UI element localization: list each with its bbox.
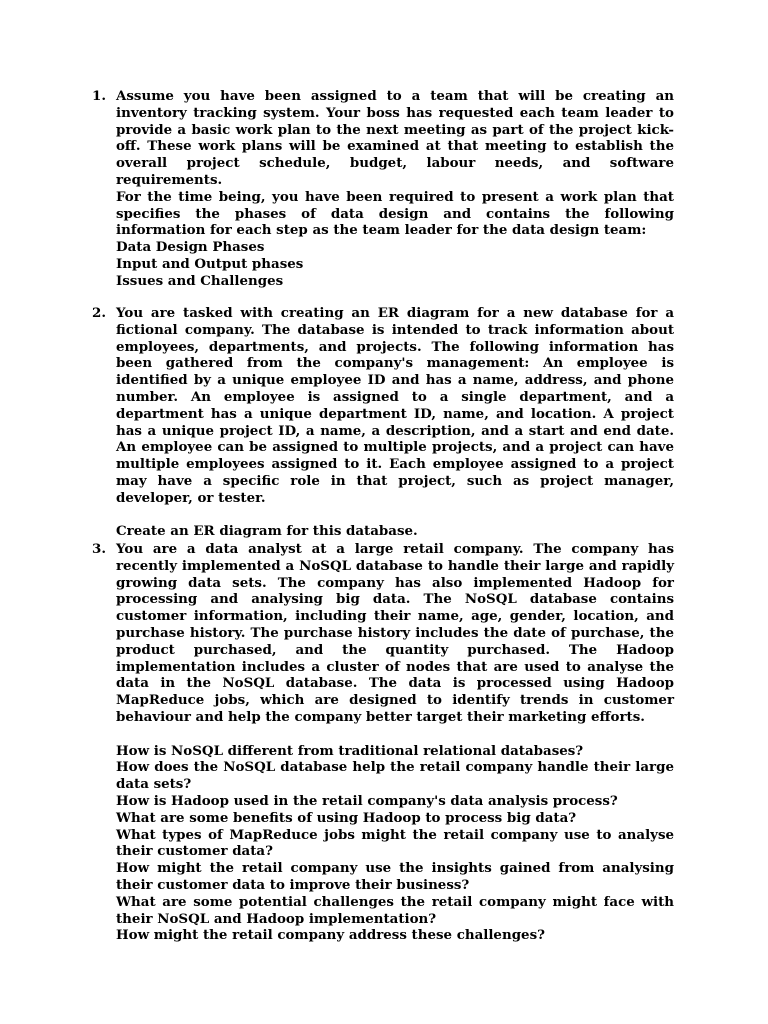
question-body xyxy=(116,541,674,944)
subquestion: How might the retail company use the insights gained from analysing their customer data to improve their business? xyxy=(116,860,674,893)
spacer xyxy=(116,507,674,524)
subquestion: How is NoSQL different from traditional relational databases? xyxy=(116,742,584,759)
question-number: 1. xyxy=(92,88,106,104)
spacer xyxy=(116,726,674,743)
task-statement: Create an ER diagram for this database. xyxy=(116,523,418,540)
question-body xyxy=(116,305,674,540)
question-number: 2. xyxy=(92,305,106,321)
question-2 xyxy=(92,305,674,540)
question-paragraph: You are tasked with creating an ER diagram for a new database for a fictional company. The database is intended to track information about employees, departments, and projects. The following information has been gathered from the company's management: An employee is identified by a unique employee ID and has a name, address, and phone number. An employee is assigned to a single department, and a department has a unique department ID, name, and location. A project has a unique project ID, a name, a description, and a start and end date. An employee can be assigned to multiple projects, and a project can have multiple employees assigned to it. Each employee assigned to a project may have a specific role in that project, such as project manager, developer, or tester. xyxy=(116,305,674,506)
question-paragraph: You are a data analyst at a large retail company. The company has recently implemented a NoSQL database to handle their large and rapidly growing data sets. The company has also implemented Hadoop for processing and analysing big data. The NoSQL database contains customer information, including their name, age, gender, location, and purchase history. The purchase history includes the date of purchase, the product purchased, and the quantity purchased. The Hadoop implementation includes a cluster of nodes that are used to analyse the data in the NoSQL database. The data is processed using Hadoop MapReduce jobs, which are designed to identify trends in customer behaviour and help the company better target their marketing efforts. xyxy=(116,541,674,725)
subquestion: What are some potential challenges the retail company might face with their NoSQL and Hadoop implementation? xyxy=(116,893,674,927)
subquestion: How does the NoSQL database help the retail company handle their large data sets? xyxy=(116,759,674,793)
list-item: Issues and Challenges xyxy=(116,272,284,289)
subquestion: How is Hadoop used in the retail company's data analysis process? xyxy=(116,792,618,809)
question-paragraph: Assume you have been assigned to a team that will be creating an inventory tracking system. Your boss has requested each team leader to provide a basic work plan to the next meeting as part of the project kick-off. These work plans will be examined at that meeting to establish the overall project schedule, budget, labour needs, and software requirements. xyxy=(116,88,674,188)
question-body xyxy=(116,88,674,290)
question-3 xyxy=(92,541,674,944)
list-item: Input and Output phases xyxy=(116,255,304,272)
question-paragraph: For the time being, you have been required to present a work plan that specifies the phases of data design and contains the following information for each step as the team leader for the data design team: xyxy=(116,188,674,239)
subquestion: How might the retail company address these challenges? xyxy=(116,927,545,944)
question-number: 3. xyxy=(92,541,106,557)
subquestion: What types of MapReduce jobs might the retail company use to analyse their customer data? xyxy=(116,826,674,860)
list-item: Data Design Phases xyxy=(116,239,265,256)
question-1 xyxy=(92,88,674,290)
subquestion: What are some benefits of using Hadoop to process big data? xyxy=(116,809,577,826)
